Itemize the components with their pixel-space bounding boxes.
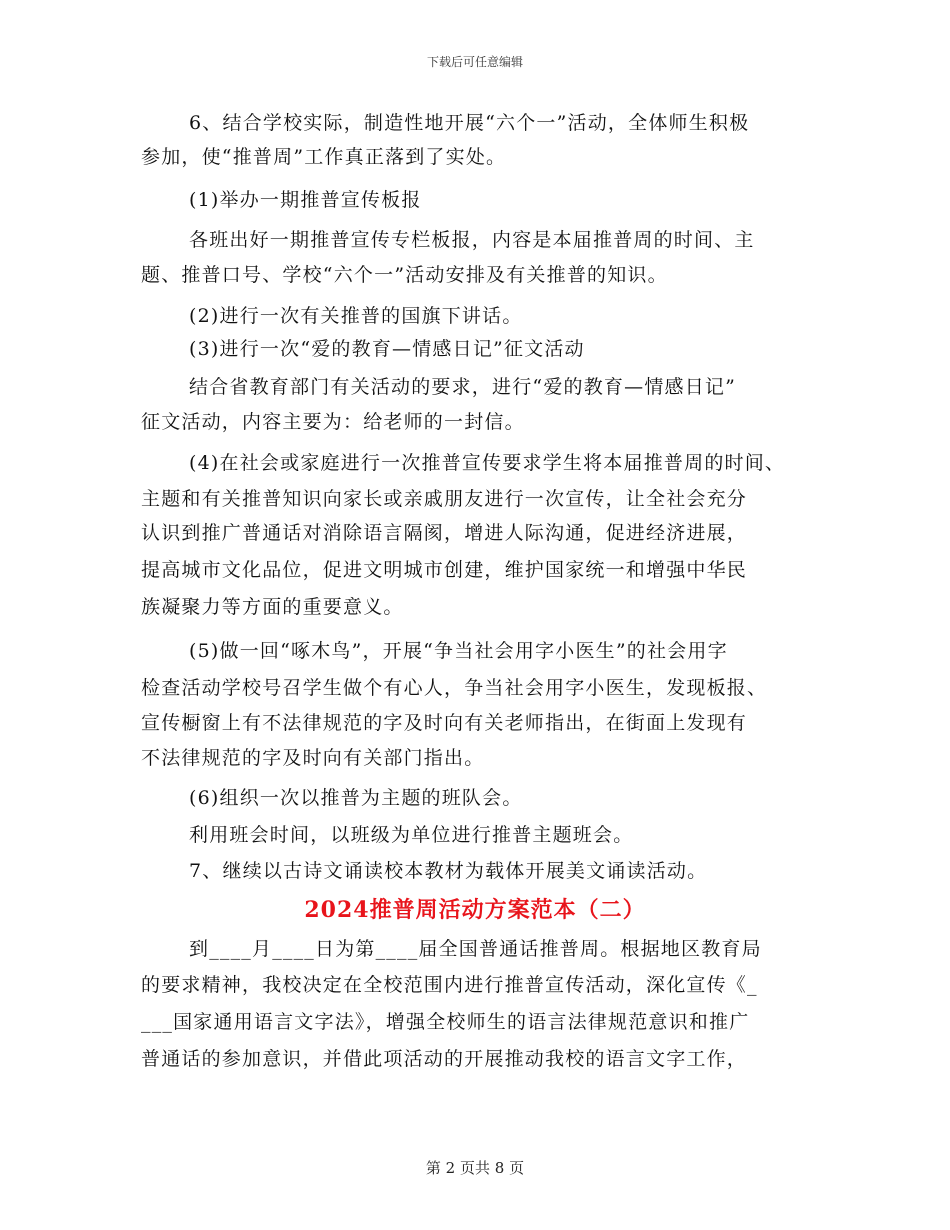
paragraph-line: 结合省教育部门有关活动的要求，进行“爱的教育—情感日记”: [189, 376, 737, 398]
paragraph-line: 利用班会时间，以班级为单位进行推普主题班会。: [189, 824, 634, 846]
paragraph-line: 7、继续以古诗文诵读校本教材为载体开展美文诵读活动。: [189, 860, 708, 882]
paragraph-line: (3)进行一次“爱的教育—情感日记”征文活动: [189, 338, 585, 360]
paragraph-line: 参加，使“推普周”工作真正落到了实处。: [141, 146, 507, 168]
paragraph-line: 主题和有关推普知识向家长或亲戚朋友进行一次宣传，让全社会充分: [141, 488, 748, 510]
paragraph-line: 题、推普口号、学校“六个一”活动安排及有关推普的知识。: [141, 264, 668, 286]
paragraph-line: (5)做一回“啄木鸟”，开展“争当社会用字小医生”的社会用字: [189, 640, 728, 662]
section-title: 2024推普周活动方案范本（二）: [304, 897, 646, 923]
paragraph-line: 检查活动学校号召学生做个有心人，争当社会用字小医生，发现板报、: [141, 677, 768, 699]
paragraph-line: 普通话的参加意识，并借此项活动的开展推动我校的语言文字工作，: [141, 1048, 748, 1070]
paragraph-line: 到____月____日为第____届全国普通话推普周。根据地区教育局: [189, 938, 762, 960]
page-header: 下载后可任意编辑: [426, 55, 523, 69]
page-footer: 第 2 页共 8 页: [425, 1159, 525, 1177]
paragraph-line: (2)进行一次有关推普的国旗下讲话。: [189, 305, 523, 327]
paragraph-line: 征文活动，内容主要为：给老师的一封信。: [141, 411, 525, 433]
paragraph-line: ___国家通用语言文字法》，增强全校师生的语言法律规范意识和推广: [141, 1011, 750, 1033]
paragraph-line: 各班出好一期推普宣传专栏板报，内容是本届推普周的时间、主: [189, 229, 755, 251]
paragraph-line: 6、结合学校实际，制造性地开展“六个一”活动，全体师生积极: [189, 112, 750, 134]
paragraph-line: 认识到推广普通话对消除语言隔阂，增进人际沟通，促进经济进展，: [141, 522, 748, 544]
paragraph-line: 不法律规范的字及时向有关部门指出。: [141, 747, 485, 769]
paragraph-line: (4)在社会或家庭进行一次推普宣传要求学生将本届推普周的时间、: [189, 452, 786, 474]
paragraph-line: 族凝聚力等方面的重要意义。: [141, 596, 404, 618]
paragraph-line: 提高城市文化品位，促进文明城市创建，维护国家统一和增强中华民: [141, 559, 748, 581]
paragraph-line: 的要求精神，我校决定在全校范围内进行推普宣传活动，深化宣传《_: [141, 974, 758, 996]
paragraph-line: (1)举办一期推普宣传板报: [189, 189, 422, 211]
paragraph-line: 宣传橱窗上有不法律规范的字及时向有关老师指出，在街面上发现有: [141, 712, 748, 734]
paragraph-line: (6)组织一次以推普为主题的班队会。: [189, 787, 523, 809]
